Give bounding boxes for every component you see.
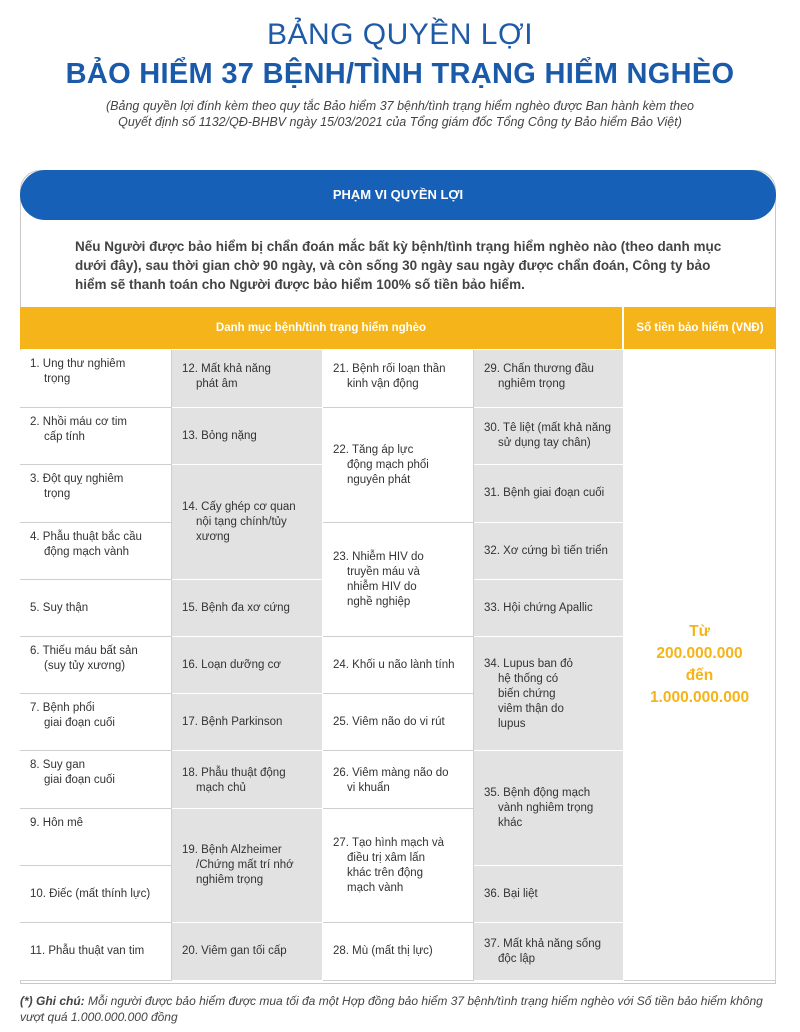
disease-cell bbox=[474, 465, 624, 523]
disease-name-line: nghiêm trọng bbox=[498, 378, 566, 390]
disease-name-line: điều trị xâm lấn bbox=[347, 851, 425, 864]
disease-cell bbox=[20, 923, 172, 981]
amount-from: Từ bbox=[689, 623, 710, 640]
disease-name bbox=[333, 715, 445, 730]
disease-name-line: khác bbox=[498, 816, 523, 829]
disease-cell bbox=[172, 923, 323, 981]
disease-name-line: khác trên động bbox=[347, 866, 424, 879]
disease-cell bbox=[20, 580, 172, 637]
disease-name-line: 3. Đột quỵ nghiêm bbox=[30, 473, 124, 485]
disease-name-line: nghề nghiệp bbox=[347, 595, 411, 608]
disease-name-line: /Chứng mất trí nhớ bbox=[196, 859, 294, 871]
disease-cell bbox=[323, 523, 474, 637]
disease-name-line: 17. Bệnh Parkinson bbox=[182, 715, 283, 728]
disease-name bbox=[484, 544, 608, 559]
disease-name bbox=[30, 701, 163, 731]
disease-cell bbox=[172, 694, 323, 751]
disease-name-line: 25. Viêm não do vi rút bbox=[333, 715, 445, 728]
footnote-label: (*) Ghi chú: bbox=[20, 994, 85, 1008]
disease-name-line: 16. Loạn dưỡng cơ bbox=[182, 658, 281, 671]
amount-min: 200.000.000 bbox=[656, 645, 743, 662]
scope-banner: PHẠM VI QUYỀN LỢI bbox=[20, 170, 776, 220]
disease-cell bbox=[20, 751, 172, 809]
disease-cell bbox=[20, 866, 172, 923]
disease-name bbox=[484, 601, 593, 616]
disease-name-line: 30. Tê liệt (mất khả năng bbox=[484, 422, 611, 434]
disease-cell bbox=[474, 350, 624, 408]
disease-name-line: nghiêm trọng bbox=[196, 874, 264, 886]
disease-name bbox=[182, 658, 281, 673]
disease-cell bbox=[474, 637, 624, 751]
disease-cell bbox=[323, 923, 474, 981]
disease-name-line: giai đoạn cuối bbox=[44, 717, 115, 729]
disease-name bbox=[333, 443, 429, 488]
disease-name-line: 10. Điếc (mất thính lực) bbox=[30, 887, 151, 900]
disease-name bbox=[30, 887, 150, 902]
disease-name-line: độc lập bbox=[498, 952, 536, 965]
disease-name-line: 23. Nhiễm HIV do bbox=[333, 550, 424, 563]
disease-name-line: 29. Chấn thương đầu bbox=[484, 363, 594, 375]
disease-name-line: 15. Bệnh đa xơ cứng bbox=[182, 601, 290, 614]
disease-name bbox=[182, 500, 296, 545]
subtitle-line2: Quyết định số 1132/QĐ-BHBV ngày 15/03/2021 của Tổng giám đốc Tổng Công ty Bảo hiểm Bảo Việt) bbox=[118, 115, 682, 129]
disease-cell bbox=[474, 408, 624, 465]
disease-name-line: phát âm bbox=[196, 378, 238, 390]
disease-cell bbox=[172, 465, 323, 580]
column-header-amount: Số tiền bảo hiểm (VNĐ) bbox=[624, 307, 776, 349]
column-header-diseases: Danh mục bệnh/tình trạng hiểm nghèo bbox=[20, 307, 622, 349]
disease-name-line: viêm thận do bbox=[498, 703, 564, 715]
disease-name-line: vi khuẩn bbox=[347, 782, 390, 794]
disease-name-line: cấp tính bbox=[44, 431, 85, 443]
disease-name-line: 5. Suy thận bbox=[30, 601, 89, 614]
disease-name-line: 33. Hội chứng Apallic bbox=[484, 601, 593, 614]
disease-name-line: 28. Mù (mất thị lực) bbox=[333, 945, 433, 957]
disease-cell bbox=[20, 809, 172, 866]
disease-cell bbox=[20, 465, 172, 523]
disease-name bbox=[182, 362, 314, 392]
disease-name-line: 21. Bệnh rối loạn thần bbox=[333, 363, 446, 375]
disease-name bbox=[182, 429, 257, 444]
disease-cell bbox=[172, 408, 323, 465]
disease-cell bbox=[172, 809, 323, 923]
disease-name-line: 20. Viêm gan tối cấp bbox=[182, 945, 287, 957]
disease-name-line: 7. Bệnh phổi bbox=[30, 702, 95, 714]
disease-name-line: động mạch vành bbox=[44, 546, 130, 558]
disease-name-line: 22. Tăng áp lực bbox=[333, 443, 414, 456]
disease-name bbox=[484, 937, 601, 967]
disease-name-line: 36. Bại liệt bbox=[484, 887, 538, 900]
disease-name bbox=[182, 944, 287, 959]
disease-name bbox=[484, 421, 611, 451]
disease-name bbox=[333, 362, 465, 392]
disease-name bbox=[30, 530, 163, 560]
disease-cell bbox=[323, 350, 474, 408]
disease-cell bbox=[474, 580, 624, 637]
disease-name bbox=[30, 472, 163, 502]
disease-name-line: động mạch phổi bbox=[347, 458, 429, 471]
disease-name-line: lupus bbox=[498, 718, 526, 730]
disease-cell bbox=[323, 751, 474, 809]
disease-name-line: xương bbox=[196, 530, 230, 543]
disease-name bbox=[182, 766, 314, 796]
disease-name-line: 26. Viêm màng não do bbox=[333, 767, 449, 779]
disease-name-line: 24. Khối u não lành tính bbox=[333, 658, 455, 671]
disease-name-line: mạch vành bbox=[347, 881, 404, 894]
disease-name bbox=[30, 415, 163, 445]
disease-name-line: 2. Nhồi máu cơ tim bbox=[30, 416, 128, 428]
subtitle-line1: (Bảng quyền lợi đính kèm theo quy tắc Bảo hiểm 37 bệnh/tình trạng hiểm nghèo được Ban hành kèm theo bbox=[106, 99, 694, 113]
disease-name-line: (suy tủy xương) bbox=[44, 660, 126, 672]
disease-name-line: nguyên phát bbox=[347, 473, 411, 486]
disease-name-line: 14. Cấy ghép cơ quan bbox=[182, 500, 296, 513]
disease-name bbox=[333, 658, 455, 673]
disease-name bbox=[182, 843, 294, 888]
disease-name bbox=[484, 362, 615, 392]
disease-cell bbox=[20, 637, 172, 694]
disease-cell bbox=[20, 350, 172, 408]
disease-name bbox=[182, 601, 290, 616]
disease-name-line: 8. Suy gan bbox=[30, 759, 85, 771]
disease-name-line: 32. Xơ cứng bì tiến triển bbox=[484, 544, 608, 557]
disease-name-line: 4. Phẫu thuật bắc cầu bbox=[30, 531, 142, 543]
disease-cell bbox=[474, 751, 624, 866]
disease-cell bbox=[20, 408, 172, 465]
disease-cell bbox=[172, 350, 323, 408]
disease-name-line: 27. Tạo hình mạch và bbox=[333, 836, 445, 849]
footnote-text: Mỗi người được bảo hiểm được mua tối đa một Hợp đồng bảo hiểm 37 bệnh/tình trạng hiểm nghèo với Số tiền bảo hiểm không vượt quá 1.000.000.000 đồng bbox=[20, 994, 763, 1024]
disease-cell bbox=[474, 866, 624, 923]
disease-name-line: truyền máu và bbox=[347, 565, 420, 578]
disease-name bbox=[30, 816, 163, 831]
disease-cell bbox=[474, 923, 624, 981]
disease-cell bbox=[20, 523, 172, 580]
disease-name bbox=[333, 836, 444, 896]
disease-name-line: 18. Phẫu thuật động bbox=[182, 767, 286, 779]
disease-name-line: 35. Bệnh động mạch bbox=[484, 786, 591, 799]
disease-name-line: 19. Bệnh Alzheimer bbox=[182, 844, 282, 856]
disease-name-line: kinh vận động bbox=[347, 378, 419, 390]
disease-name-line: 11. Phẫu thuật van tim bbox=[30, 945, 145, 957]
page-title-line2: BẢO HIỂM 37 BỆNH/TÌNH TRẠNG HIỂM NGHÈO bbox=[65, 58, 735, 90]
disease-cell bbox=[323, 694, 474, 751]
scope-intro: Nếu Người được bảo hiểm bị chẩn đoán mắc bất kỳ bệnh/tình trạng hiểm nghèo nào (theo danh mục dưới đây), sau thời gian chờ 90 ngày, và còn sống 30 ngày sau ngày được chẩn đoán, Công ty bảo hiểm sẽ thanh toán cho Người được bảo hiểm 100% số tiền bảo hiểm. bbox=[75, 239, 722, 292]
disease-name bbox=[484, 887, 538, 902]
disease-cell bbox=[323, 809, 474, 923]
page-subtitle bbox=[60, 98, 740, 130]
disease-name-line: nội tạng chính/tủy bbox=[196, 515, 287, 528]
disease-name-line: giai đoạn cuối bbox=[44, 774, 115, 786]
disease-cell bbox=[474, 523, 624, 580]
disease-name bbox=[484, 486, 604, 501]
disease-name-line: 6. Thiếu máu bất sản bbox=[30, 645, 138, 657]
disease-name-line: 34. Lupus ban đỏ bbox=[484, 658, 573, 670]
disease-cell bbox=[20, 694, 172, 751]
disease-name bbox=[333, 944, 433, 959]
disease-name-line: trọng bbox=[44, 488, 71, 500]
amount-max: 1.000.000.000 bbox=[649, 689, 750, 706]
disease-name bbox=[333, 766, 465, 796]
disease-name-line: biến chứng bbox=[498, 688, 556, 700]
disease-name bbox=[333, 550, 424, 610]
disease-name-line: hệ thống có bbox=[498, 673, 559, 685]
disease-name bbox=[30, 944, 144, 959]
disease-cell bbox=[323, 408, 474, 523]
disease-cell bbox=[172, 637, 323, 694]
disease-name-line: 13. Bỏng nặng bbox=[182, 429, 257, 442]
disease-name bbox=[30, 601, 88, 616]
disease-name bbox=[30, 357, 163, 387]
amount-to: đến bbox=[685, 667, 714, 684]
disease-name-line: trọng bbox=[44, 373, 71, 385]
disease-name-line: 1. Ung thư nghiêm bbox=[30, 358, 126, 370]
disease-name bbox=[484, 786, 593, 831]
disease-name-line: mạch chủ bbox=[196, 782, 246, 794]
disease-name bbox=[484, 657, 615, 732]
disease-name-line: 31. Bệnh giai đoạn cuối bbox=[484, 487, 605, 499]
disease-name-line: nhiễm HIV do bbox=[347, 580, 417, 593]
insured-amount bbox=[624, 350, 776, 981]
disease-name bbox=[30, 644, 163, 674]
disease-cell bbox=[172, 751, 323, 809]
disease-name-line: sử dụng tay chân) bbox=[498, 437, 591, 449]
disease-name-line: 12. Mất khả năng bbox=[182, 363, 271, 375]
disease-cell bbox=[323, 637, 474, 694]
page-title-line1: BẢNG QUYỀN LỢI bbox=[266, 18, 534, 51]
disease-name bbox=[30, 758, 163, 788]
disease-name-line: 37. Mất khả năng sống bbox=[484, 937, 601, 950]
footnote bbox=[20, 993, 780, 1025]
disease-name-line: vành nghiêm trọng bbox=[498, 801, 594, 814]
disease-cell bbox=[172, 580, 323, 637]
disease-name-line: 9. Hôn mê bbox=[30, 817, 84, 829]
disease-name bbox=[182, 715, 282, 730]
